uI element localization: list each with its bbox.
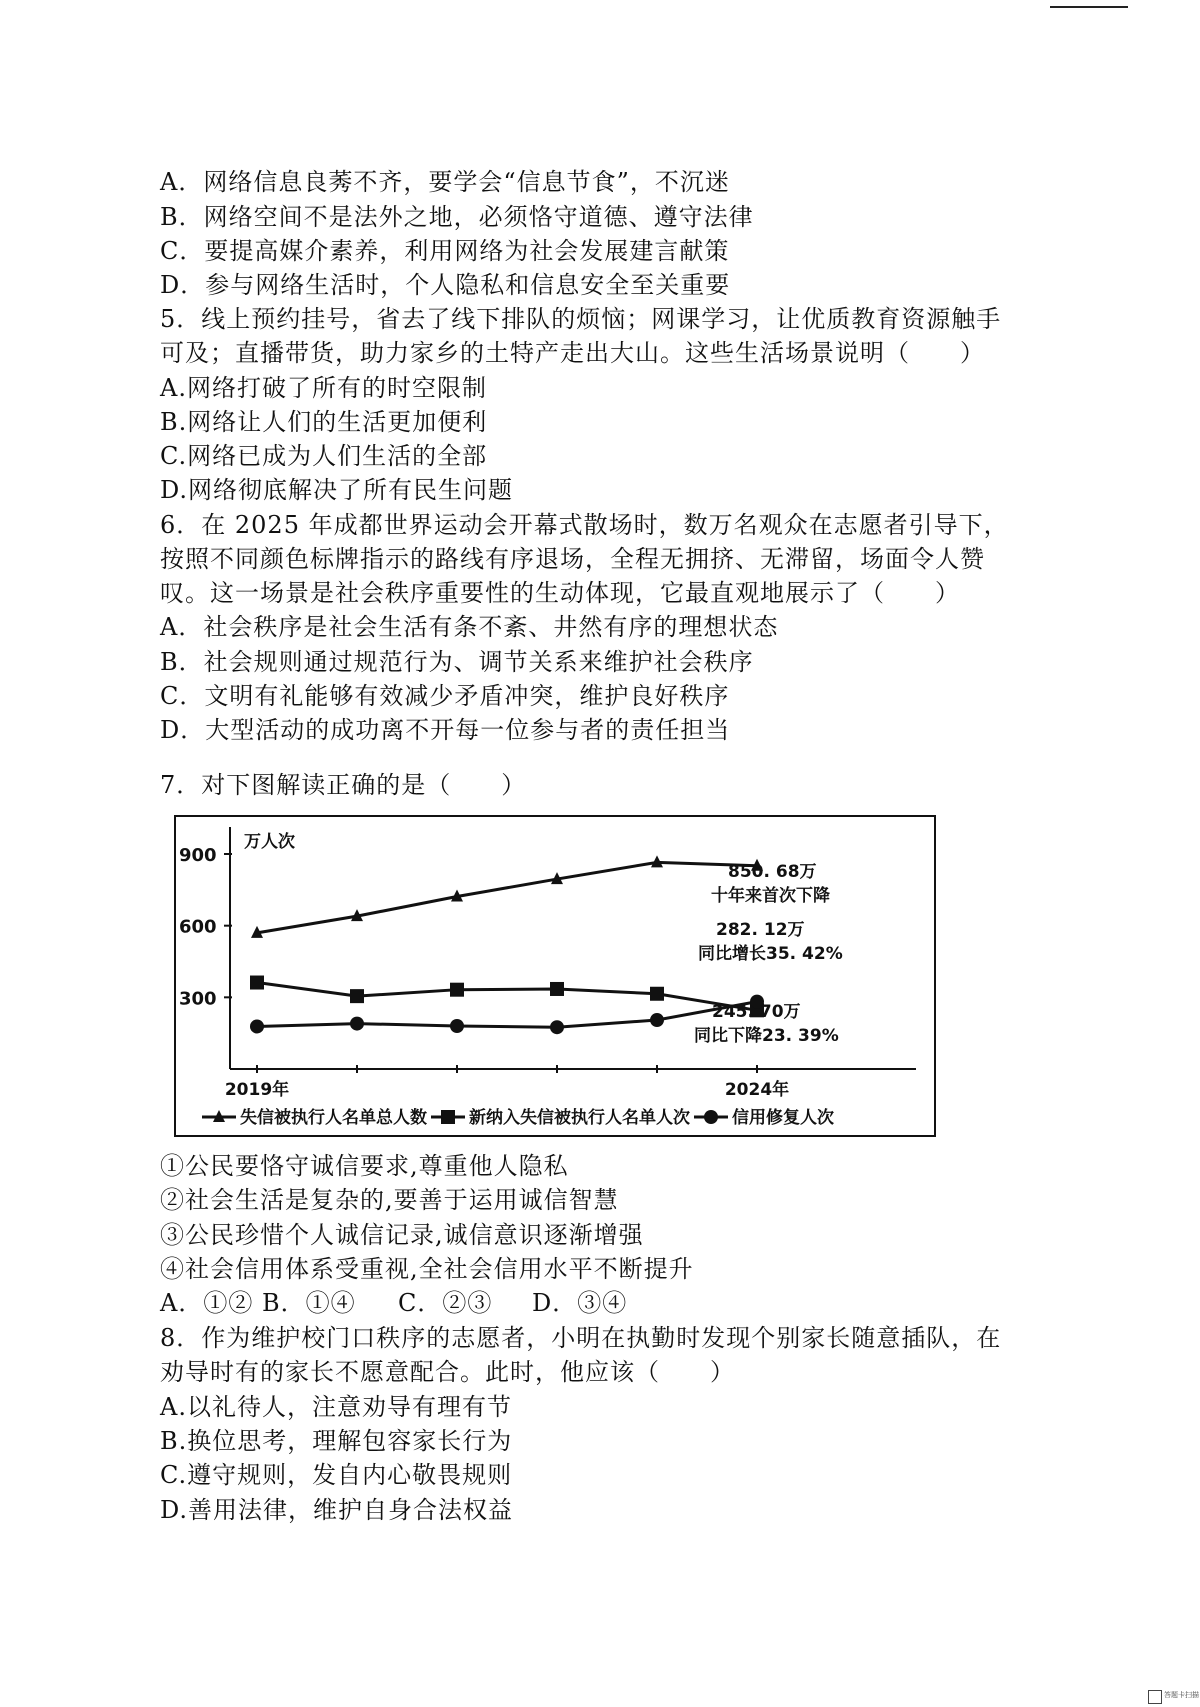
q4-option-c: C．要提高媒介素养，利用网络为社会发展建言献策 <box>160 237 730 265</box>
data-point-square <box>450 983 464 997</box>
chart-annotation: 245. 70万 <box>712 1002 801 1022</box>
q7-choice-c: C．②③ <box>398 1289 493 1317</box>
q5-option-d: D.网络彻底解决了所有民生问题 <box>160 476 514 504</box>
q8-option-a: A.以礼待人，注意劝导有理有节 <box>160 1393 512 1421</box>
chart-annotation: 282. 12万 <box>716 920 805 940</box>
y-tick-label: 300 <box>179 988 217 1010</box>
q6-stem-line-2: 按照不同颜色标牌指示的路线有序退场，全程无拥挤、无滞留，场面令人赞 <box>160 545 985 573</box>
q8-option-c: C.遵守规则，发自内心敬畏规则 <box>160 1461 513 1489</box>
y-tick-label: 600 <box>179 916 217 938</box>
q7-statement-4: ④社会信用体系受重视,全社会信用水平不断提升 <box>160 1255 694 1283</box>
chart-frame <box>174 815 936 1137</box>
x-tick-label: 2019年 <box>224 1080 290 1100</box>
scan-edge-mark <box>1050 6 1128 8</box>
q7-choice-b: B．①④ <box>262 1289 356 1317</box>
legend-label: 新纳入失信被执行人名单人次 <box>469 1108 690 1128</box>
q8-stem-line-2: 劝导时有的家长不愿意配合。此时，他应该（ ） <box>160 1358 735 1386</box>
q5-stem-line-1: 5．线上预约挂号，省去了线下排队的烦恼；网课学习，让优质教育资源触手 <box>160 305 1002 333</box>
data-point-square <box>650 987 664 1001</box>
line-chart <box>176 817 934 1135</box>
q4-option-a: A．网络信息良莠不齐，要学会“信息节食”，不沉迷 <box>160 168 730 196</box>
legend-label: 信用修复人次 <box>732 1108 834 1128</box>
series-line-square <box>257 983 757 1011</box>
q6-option-d: D．大型活动的成功离不开每一位参与者的责任担当 <box>160 716 731 744</box>
legend-label: 失信被执行人名单总人数 <box>240 1108 427 1128</box>
chart-annotation: 同比增长35. 42% <box>698 944 843 964</box>
q6-stem-line-3: 叹。这一场景是社会秩序重要性的生动体现，它最直观地展示了（ ） <box>160 579 960 607</box>
q7-choice-a: A．①② <box>160 1289 254 1317</box>
q5-option-a: A.网络打破了所有的时空限制 <box>160 374 487 402</box>
q7-choice-d: D．③④ <box>532 1289 628 1317</box>
series-line-triangle <box>257 862 757 932</box>
q4-option-b: B．网络空间不是法外之地，必须恪守道德、遵守法律 <box>160 203 754 231</box>
y-tick-label: 900 <box>179 845 217 866</box>
q5-option-c: C.网络已成为人们生活的全部 <box>160 442 488 470</box>
q7-statement-1: ①公民要恪守诚信要求,尊重他人隐私 <box>160 1152 569 1180</box>
q5-stem-line-2: 可及；直播带货，助力家乡的土特产走出大山。这些生活场景说明（ ） <box>160 339 985 367</box>
q8-option-d: D.善用法律，维护自身合法权益 <box>160 1496 514 1524</box>
data-point-circle <box>350 1017 364 1031</box>
legend-marker-square <box>441 1110 455 1124</box>
qr-code-icon <box>1148 1690 1162 1704</box>
q7-statement-3: ③公民珍惜个人诚信记录,诚信意识逐渐增强 <box>160 1221 644 1249</box>
data-point-circle <box>650 1013 664 1027</box>
q6-option-a: A．社会秩序是社会生活有条不紊、井然有序的理想状态 <box>160 613 779 641</box>
q6-stem-line-1: 6．在 2025 年成都世界运动会开幕式散场时，数万名观众在志愿者引导下， <box>160 511 1009 539</box>
data-point-square <box>350 989 364 1003</box>
q6-option-b: B．社会规则通过规范行为、调节关系来维护社会秩序 <box>160 648 754 676</box>
chart-annotation: 十年来首次下降 <box>711 886 830 906</box>
q4-option-d: D．参与网络生活时，个人隐私和信息安全至关重要 <box>160 271 731 299</box>
data-point-square <box>550 982 564 996</box>
q6-option-c: C．文明有礼能够有效减少矛盾冲突，维护良好秩序 <box>160 682 730 710</box>
data-point-circle <box>250 1019 264 1033</box>
y-axis-label: 万人次 <box>244 832 295 852</box>
corner-watermark: 答题卡扫描 <box>1164 1691 1199 1699</box>
data-point-circle <box>550 1020 564 1034</box>
q7-stem: 7．对下图解读正确的是（ ） <box>160 771 527 799</box>
q5-option-b: B.网络让人们的生活更加便利 <box>160 408 488 436</box>
data-point-circle <box>450 1019 464 1033</box>
chart-annotation: 850. 68万 <box>728 862 817 882</box>
q8-stem-line-1: 8．作为维护校门口秩序的志愿者，小明在执勤时发现个别家长随意插队，在 <box>160 1324 1002 1352</box>
q8-option-b: B.换位思考，理解包容家长行为 <box>160 1427 513 1455</box>
series-line-circle <box>257 1002 757 1028</box>
x-tick-label: 2024年 <box>724 1080 790 1100</box>
chart-annotation: 同比下降23. 39% <box>694 1026 839 1046</box>
data-point-square <box>250 976 264 990</box>
legend-marker-circle <box>704 1110 718 1124</box>
q7-statement-2: ②社会生活是复杂的,要善于运用诚信智慧 <box>160 1186 619 1214</box>
